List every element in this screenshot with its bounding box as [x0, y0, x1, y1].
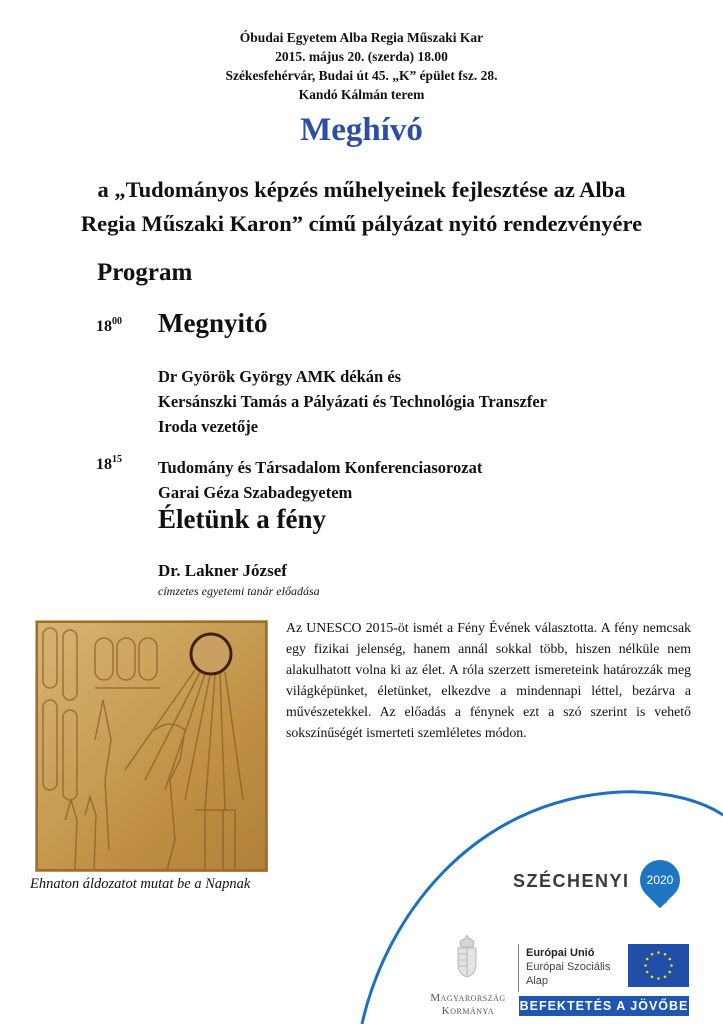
lecture-title: Életünk a fény: [158, 504, 327, 534]
hungarian-coat-of-arms-icon: [454, 934, 480, 978]
subtitle-line-2: Regia Műszaki Karon” című pályázat nyitó rendezvényére: [80, 211, 643, 236]
item-title-opening: Megnyitó: [158, 308, 268, 338]
speaker-name: Dr. Lakner József: [158, 561, 287, 580]
szechenyi-logo-text: SZÉCHENYI: [513, 871, 630, 891]
page-title: Meghívó: [300, 112, 423, 148]
speaker-role: címzetes egyetemi tanár előadása: [158, 584, 320, 598]
time-minute: 00: [112, 316, 122, 327]
time-hour: 18: [96, 456, 112, 473]
government-line-1: Magyarország: [430, 992, 506, 1004]
time-minute: 15: [112, 454, 122, 465]
eu-flag-icon: [628, 944, 689, 987]
divider: [518, 944, 519, 992]
image-caption: Ehnaton áldozatot mutat be a Napnak: [30, 876, 251, 892]
investment-banner: BEFEKTETÉS A JÖVŐBE: [519, 996, 689, 1016]
lecture-description: Az UNESCO 2015-öt ismét a Fény Évének választotta. A fény nemcsak egy fizikai jelenség, hanem annál sokkal több, hiszen nélküle nem alakulhatott volna ki az élet. A róla szerzett ismereteink határozzák meg világképünket, életünket, elkezdve a mindennapi léttel, bezárva a művészetekkel. Az előadás a fénynek ezt a szó szerint is vehető sokszínűségét ismerteti szemléletes módon.: [286, 620, 691, 740]
government-name: [418, 992, 518, 1018]
item-1-line-2: Kersánszki Tamás a Pályázati és Technológia Transzfer: [158, 392, 547, 411]
institution-name: Óbudai Egyetem Alba Regia Műszaki Kar: [239, 30, 484, 45]
item-2-line-1: Tudomány és Társadalom Konferenciasorozat: [158, 458, 483, 477]
subtitle-line-1: a „Tudományos képzés műhelyeinek fejlesztése az Alba: [97, 177, 626, 202]
eu-line-1: Európai Unió: [526, 947, 595, 959]
item-2-line-2: Garai Géza Szabadegyetem: [158, 483, 353, 502]
time-hour: 18: [96, 318, 112, 335]
eu-line-3: Alap: [526, 975, 549, 987]
eu-line-2: Európai Szociális: [526, 961, 611, 973]
eu-text: [526, 946, 610, 988]
item-1-line-1: Dr Györök György AMK dékán és: [158, 367, 402, 386]
szechenyi-2020-pin: [640, 860, 680, 912]
event-room: Kandó Kálmán terem: [298, 87, 425, 102]
event-address: Székesfehérvár, Budai út 45. „K” épület fsz. 28.: [225, 68, 498, 83]
szechenyi-year: 2020: [646, 873, 674, 887]
government-line-2: Kormánya: [441, 1005, 495, 1017]
event-datetime: 2015. május 20. (szerda) 18.00: [275, 49, 448, 64]
item-1-line-3: Iroda vezetője: [158, 417, 259, 436]
program-heading: Program: [97, 259, 193, 286]
